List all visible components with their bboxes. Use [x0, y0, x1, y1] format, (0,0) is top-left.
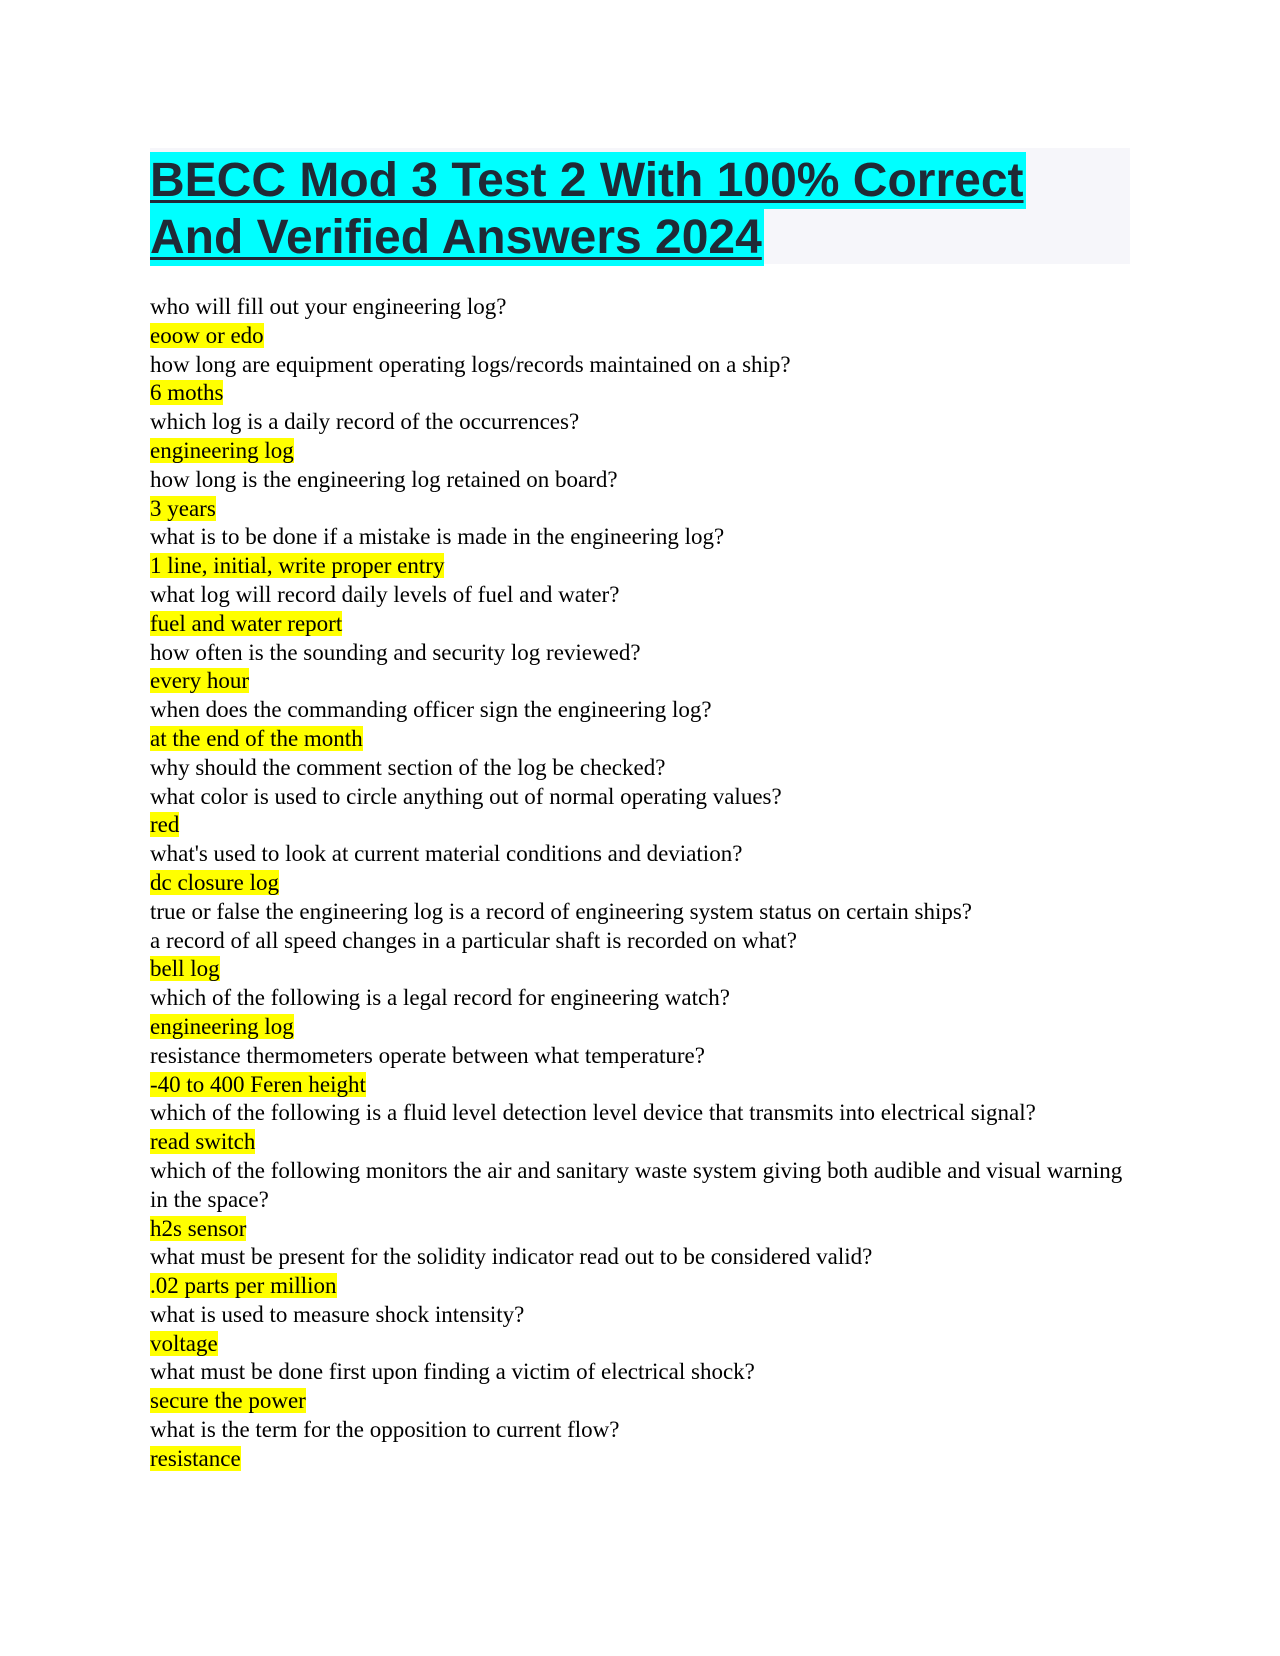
answer-line — [150, 955, 1130, 984]
document-title-line-2: And Verified Answers 2024 — [150, 211, 762, 264]
question-line — [150, 293, 1130, 322]
question-text: who will fill out your engineering log? — [150, 294, 507, 319]
question-text: how long are equipment operating logs/records maintained on a ship? — [150, 351, 791, 377]
answer-line — [150, 1445, 1130, 1474]
answer-line — [150, 1128, 1130, 1157]
answer-line — [150, 869, 1130, 898]
question-text: what is used to measure shock intensity? — [150, 1301, 525, 1327]
answer-text: red — [150, 812, 180, 838]
answer-text: resistance — [150, 1445, 241, 1471]
question-text: which log is a daily record of the occurrences? — [150, 409, 580, 435]
question-text: resistance thermometers operate between what temperature? — [150, 1042, 705, 1068]
answer-line — [150, 552, 1130, 581]
answer-text: -40 to 400 Feren height — [150, 1071, 366, 1097]
question-line — [150, 898, 1130, 927]
answer-line — [150, 1272, 1130, 1301]
question-text: what's used to look at current material conditions and deviation? — [150, 841, 743, 867]
question-line — [150, 783, 1130, 812]
answer-line — [150, 379, 1130, 408]
question-text: what is to be done if a mistake is made in the engineering log? — [150, 524, 725, 550]
question-text: what must be done first upon finding a victim of electrical shock? — [150, 1359, 755, 1385]
question-line — [150, 581, 1130, 610]
question-text: how long is the engineering log retained on board? — [150, 466, 618, 492]
question-text: what color is used to circle anything out of normal operating values? — [150, 783, 782, 809]
question-text: which of the following is a fluid level detection level device that transmits into electrical signal? — [150, 1100, 1036, 1126]
question-line — [150, 927, 1130, 956]
question-text: true or false the engineering log is a record of engineering system status on certain ships? — [150, 898, 972, 924]
answer-text: read switch — [150, 1129, 256, 1155]
question-line — [150, 754, 1130, 783]
question-line — [150, 1243, 1130, 1272]
question-text: how often is the sounding and security log reviewed? — [150, 639, 641, 665]
answer-text: eoow or edo — [150, 322, 264, 348]
question-text: what must be present for the solidity indicator read out to be considered valid? — [150, 1244, 873, 1270]
question-line — [150, 466, 1130, 495]
question-text: what is the term for the opposition to current flow? — [150, 1417, 620, 1443]
question-line — [150, 1358, 1130, 1387]
question-text: a record of all speed changes in a particular shaft is recorded on what? — [150, 927, 797, 953]
answer-text: dc closure log — [150, 869, 280, 895]
question-text: why should the comment section of the log be checked? — [150, 754, 666, 780]
answer-line — [150, 495, 1130, 524]
question-line — [150, 696, 1130, 725]
question-text: which of the following monitors the air and sanitary waste system giving both audible and visual warning in the space? — [150, 1157, 1123, 1212]
question-line — [150, 639, 1130, 668]
question-line — [150, 1301, 1130, 1330]
document-page — [150, 148, 1130, 1474]
answer-text: .02 parts per million — [150, 1273, 337, 1299]
answer-line — [150, 437, 1130, 466]
answer-text: h2s sensor — [150, 1215, 247, 1241]
answer-line — [150, 322, 1130, 351]
answer-line — [150, 1013, 1130, 1042]
question-text: when does the commanding officer sign the engineering log? — [150, 697, 712, 723]
answer-text: 1 line, initial, write proper entry — [150, 553, 445, 579]
document-title-line-1: BECC Mod 3 Test 2 With 100% Correct — [150, 154, 1024, 207]
answer-line — [150, 811, 1130, 840]
answer-line — [150, 1215, 1130, 1244]
question-line — [150, 984, 1130, 1013]
question-line — [150, 1416, 1130, 1445]
answer-text: secure the power — [150, 1388, 306, 1414]
question-line — [150, 408, 1130, 437]
question-line — [150, 351, 1130, 380]
qa-list — [150, 293, 1130, 1474]
answer-text: 3 years — [150, 495, 216, 521]
question-line — [150, 523, 1130, 552]
answer-line — [150, 725, 1130, 754]
answer-text: engineering log — [150, 1013, 294, 1039]
question-line — [150, 1157, 1130, 1215]
answer-line — [150, 1071, 1130, 1100]
answer-text: every hour — [150, 668, 249, 694]
question-line — [150, 1099, 1130, 1128]
answer-text: 6 moths — [150, 380, 224, 406]
answer-text: fuel and water report — [150, 610, 343, 636]
answer-text: engineering log — [150, 437, 294, 463]
answer-text: bell log — [150, 956, 220, 982]
answer-line — [150, 610, 1130, 639]
answer-line — [150, 667, 1130, 696]
answer-line — [150, 1330, 1130, 1359]
title-block — [150, 148, 1130, 264]
question-line — [150, 1042, 1130, 1071]
question-line — [150, 840, 1130, 869]
answer-line — [150, 1387, 1130, 1416]
question-text: what log will record daily levels of fuel and water? — [150, 581, 620, 607]
question-text: which of the following is a legal record for engineering watch? — [150, 985, 730, 1011]
answer-text: at the end of the month — [150, 725, 363, 751]
document-title — [150, 152, 1130, 266]
answer-text: voltage — [150, 1330, 218, 1356]
